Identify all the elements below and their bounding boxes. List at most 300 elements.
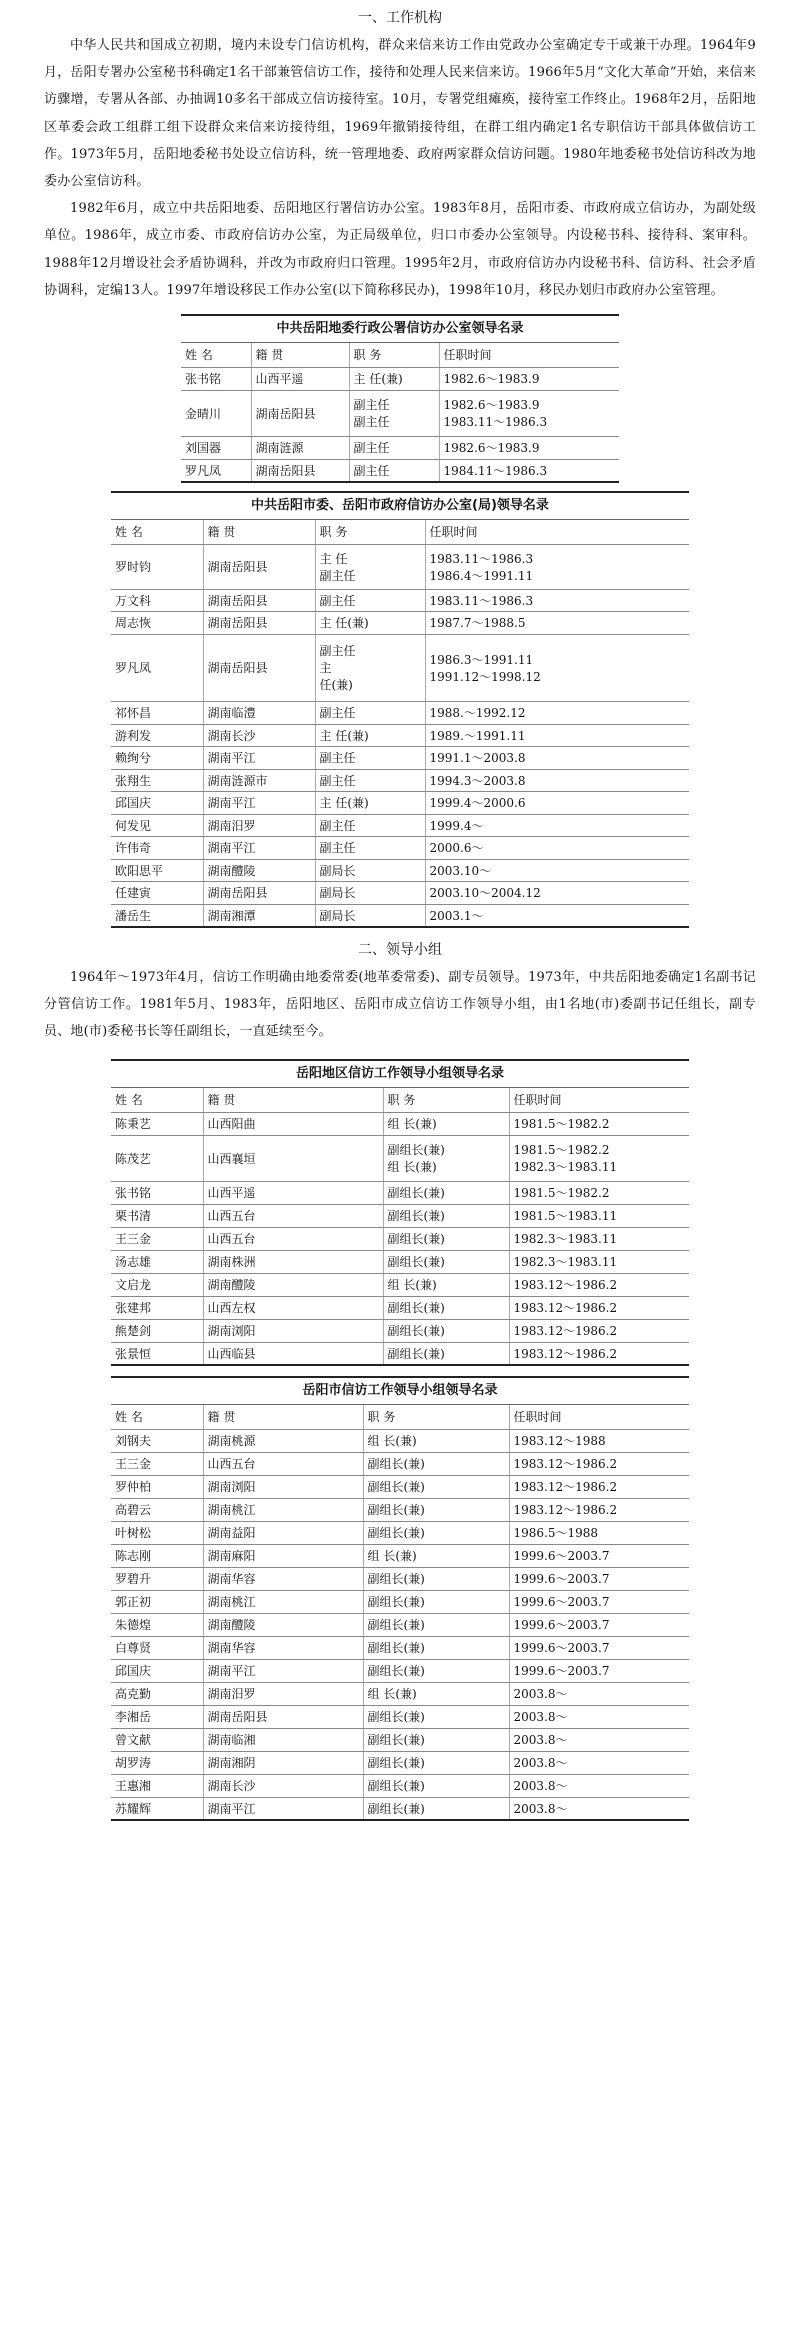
duty-line: 副组长(兼)	[367, 1801, 425, 1816]
duty-line: 副主任	[319, 841, 356, 856]
cell-origin: 湖南汨罗	[203, 814, 315, 837]
term-line: 2003.8～	[513, 1687, 568, 1702]
cell-duty	[315, 792, 425, 815]
term-line: 2003.10～	[429, 863, 492, 878]
column-header: 姓 名	[181, 343, 251, 367]
cell-term	[509, 1659, 689, 1682]
duty-line: 主 任	[319, 551, 348, 566]
cell-term	[509, 1112, 689, 1135]
duty-line: 副局长	[319, 863, 356, 878]
cell-name: 李湘岳	[111, 1705, 203, 1728]
table-caption: 中共岳阳地委行政公署信访办公室领导名录	[181, 314, 619, 343]
duty-line: 副组长(兼)	[367, 1503, 425, 1518]
term-line: 2003.8～	[513, 1733, 568, 1748]
cell-term	[425, 904, 689, 927]
duty-line: 副组长(兼)	[387, 1186, 445, 1201]
cell-origin: 湖南醴陵	[203, 859, 315, 882]
cell-origin: 湖南平江	[203, 792, 315, 815]
cell-name: 罗仲柏	[111, 1475, 203, 1498]
term-line: 1988.～1992.12	[429, 706, 526, 721]
duty-line: 副主任	[353, 441, 390, 456]
duty-line: 副组长(兼)	[367, 1710, 425, 1725]
table-row	[111, 1181, 689, 1204]
cell-name: 熊楚剑	[111, 1319, 203, 1342]
column-header: 任职时间	[509, 1405, 689, 1429]
term-line: 1999.6～2003.7	[513, 1664, 610, 1679]
column-header: 籍 贯	[203, 1405, 363, 1429]
term-line: 1981.5～1982.2	[513, 1143, 610, 1158]
cell-name: 张建邦	[111, 1296, 203, 1319]
table-row	[111, 1227, 689, 1250]
duty-line: 主 任(兼)	[319, 796, 369, 811]
table-row	[111, 544, 689, 589]
cell-origin: 湖南平江	[203, 837, 315, 860]
cell-duty	[315, 904, 425, 927]
cell-origin: 湖南长沙	[203, 724, 315, 747]
cell-term	[425, 814, 689, 837]
cell-duty	[363, 1682, 509, 1705]
term-line: 2003.1～	[429, 908, 484, 923]
cell-origin: 山西临县	[203, 1342, 383, 1365]
paragraph: 1964年～1973年4月，信访工作明确由地委常委(地革委常委)、副专员领导。1973年，中共岳阳地委确定1名副书记分管信访工作。1981年5月、1983年，岳阳地区、岳阳市成立信访工作领导小组，由1名地(市)委副书记任组长，副专员、地(市)委秘书长等任副组长，一直延续至今。	[44, 969, 756, 1039]
cell-term	[439, 436, 619, 459]
cell-term	[509, 1567, 689, 1590]
duty-line: 副组长(兼)	[387, 1324, 445, 1339]
leader-table	[111, 1405, 689, 1821]
cell-duty	[349, 367, 439, 390]
term-line: 1999.6～2003.7	[513, 1618, 610, 1633]
table-row	[111, 1682, 689, 1705]
term-line: 1983.12～1986.2	[513, 1324, 618, 1339]
cell-origin: 湖南桃江	[203, 1590, 363, 1613]
cell-name: 张书铭	[181, 367, 251, 390]
duty-line: 副局长	[319, 886, 356, 901]
duty-line: 副组长(兼)	[367, 1779, 425, 1794]
term-line: 1983.11～1986.3	[443, 415, 548, 430]
cell-name: 叶树松	[111, 1521, 203, 1544]
duty-line: 副组长(兼)	[367, 1618, 425, 1633]
cell-origin: 湖南浏阳	[203, 1475, 363, 1498]
table-row	[111, 882, 689, 905]
cell-origin: 湖南岳阳县	[203, 882, 315, 905]
cell-name: 游利发	[111, 724, 203, 747]
table-caption: 岳阳市信访工作领导小组领导名录	[111, 1376, 689, 1405]
cell-term	[509, 1273, 689, 1296]
term-line: 1983.12～1986.2	[513, 1457, 618, 1472]
table-row	[111, 814, 689, 837]
cell-origin: 湖南汨罗	[203, 1682, 363, 1705]
cell-duty	[315, 544, 425, 589]
cell-name: 金晴川	[181, 390, 251, 436]
column-header: 职 务	[383, 1088, 509, 1112]
table-body	[181, 367, 619, 482]
term-line: 1994.3～2003.8	[429, 773, 526, 788]
table-row	[111, 1728, 689, 1751]
cell-name: 邱国庆	[111, 1659, 203, 1682]
leader-table	[181, 343, 619, 483]
duty-line: 副组长(兼)	[367, 1595, 425, 1610]
cell-name: 郭正初	[111, 1590, 203, 1613]
cell-name: 陈志刚	[111, 1544, 203, 1567]
table-row	[111, 1204, 689, 1227]
cell-term	[509, 1613, 689, 1636]
term-line: 1983.12～1986.2	[513, 1346, 618, 1361]
cell-name: 苏耀辉	[111, 1797, 203, 1820]
section-leading-group	[0, 940, 800, 1046]
table-prefecture-office-leaders	[181, 314, 619, 483]
column-header: 姓 名	[111, 1088, 203, 1112]
cell-name: 张翔生	[111, 769, 203, 792]
column-header: 职 务	[363, 1405, 509, 1429]
cell-name: 张书铭	[111, 1181, 203, 1204]
term-line: 1983.12～1988	[513, 1434, 606, 1449]
term-line: 1982.6～1983.9	[443, 372, 540, 387]
term-line: 2003.8～	[513, 1756, 568, 1771]
cell-origin: 湖南华容	[203, 1567, 363, 1590]
cell-origin: 山西襄垣	[203, 1135, 383, 1181]
duty-line: 副主任	[319, 751, 356, 766]
cell-name: 何发见	[111, 814, 203, 837]
cell-term	[509, 1774, 689, 1797]
cell-term	[509, 1682, 689, 1705]
table-row	[111, 589, 689, 612]
duty-line: 任(兼)	[319, 678, 353, 693]
duty-line: 副组长(兼)	[367, 1664, 425, 1679]
cell-duty	[315, 814, 425, 837]
cell-term	[425, 747, 689, 770]
term-line: 1982.6～1983.9	[443, 398, 540, 413]
cell-term	[425, 882, 689, 905]
cell-name: 文启龙	[111, 1273, 203, 1296]
table-prefecture-group-leaders	[111, 1059, 689, 1366]
cell-term	[425, 589, 689, 612]
cell-duty	[315, 724, 425, 747]
cell-term	[509, 1250, 689, 1273]
term-line: 1986.3～1991.11	[429, 652, 534, 667]
table-row	[111, 1498, 689, 1521]
cell-name: 罗凡凤	[181, 459, 251, 482]
cell-origin: 湖南湘潭	[203, 904, 315, 927]
cell-term	[509, 1705, 689, 1728]
table-row	[111, 1774, 689, 1797]
cell-origin: 湖南平江	[203, 1659, 363, 1682]
cell-duty	[363, 1498, 509, 1521]
cell-term	[439, 390, 619, 436]
term-line: 1982.3～1983.11	[513, 1160, 618, 1175]
cell-name: 欧阳思平	[111, 859, 203, 882]
table-row	[111, 1613, 689, 1636]
cell-origin: 湖南岳阳县	[203, 589, 315, 612]
duty-line: 副组长(兼)	[367, 1572, 425, 1587]
table-caption: 岳阳地区信访工作领导小组领导名录	[111, 1059, 689, 1088]
column-header: 任职时间	[425, 520, 689, 544]
cell-name: 罗碧升	[111, 1567, 203, 1590]
cell-origin: 湖南临湘	[203, 1728, 363, 1751]
cell-name: 高碧云	[111, 1498, 203, 1521]
duty-line: 副主任	[319, 773, 356, 788]
table-row	[111, 1659, 689, 1682]
term-line: 1986.4～1991.11	[429, 568, 534, 583]
duty-line: 主	[319, 661, 332, 676]
cell-origin: 山西五台	[203, 1227, 383, 1250]
cell-name: 胡罗涛	[111, 1751, 203, 1774]
cell-duty	[349, 436, 439, 459]
table-row	[181, 436, 619, 459]
cell-duty	[349, 390, 439, 436]
cell-duty	[363, 1797, 509, 1820]
cell-origin: 湖南长沙	[203, 1774, 363, 1797]
section-title: 二、领导小组	[358, 941, 442, 958]
cell-duty	[383, 1181, 509, 1204]
cell-term	[509, 1204, 689, 1227]
cell-origin: 湖南岳阳县	[203, 634, 315, 702]
cell-duty	[315, 859, 425, 882]
duty-line: 副主任	[319, 644, 356, 659]
cell-name: 许伟奇	[111, 837, 203, 860]
cell-origin: 山西平遥	[251, 367, 349, 390]
cell-name: 高克勤	[111, 1682, 203, 1705]
table-row	[111, 792, 689, 815]
term-line: 1981.5～1983.11	[513, 1209, 618, 1224]
table-row	[111, 1590, 689, 1613]
duty-line: 副组长(兼)	[367, 1526, 425, 1541]
table-row	[111, 1429, 689, 1452]
cell-term	[509, 1521, 689, 1544]
cell-name: 王三金	[111, 1452, 203, 1475]
table-row	[181, 459, 619, 482]
term-line: 1983.12～1986.2	[513, 1278, 618, 1293]
cell-name: 任建寅	[111, 882, 203, 905]
cell-term	[425, 724, 689, 747]
duty-line: 副主任	[319, 706, 356, 721]
cell-origin: 湖南岳阳县	[251, 390, 349, 436]
cell-term	[425, 769, 689, 792]
cell-name: 万文科	[111, 589, 203, 612]
table-row	[111, 1296, 689, 1319]
cell-name: 白尊贤	[111, 1636, 203, 1659]
table-city-group-leaders	[111, 1376, 689, 1821]
column-header: 任职时间	[439, 343, 619, 367]
cell-term	[509, 1296, 689, 1319]
cell-origin: 山西阳曲	[203, 1112, 383, 1135]
cell-duty	[363, 1774, 509, 1797]
cell-term	[509, 1319, 689, 1342]
cell-duty	[383, 1319, 509, 1342]
term-line: 1984.11～1986.3	[443, 463, 548, 478]
cell-term	[509, 1135, 689, 1181]
cell-name: 栗书清	[111, 1204, 203, 1227]
table-row	[111, 747, 689, 770]
table-row	[111, 1112, 689, 1135]
column-header: 职 务	[349, 343, 439, 367]
cell-duty	[315, 769, 425, 792]
term-line: 1982.6～1983.9	[443, 441, 540, 456]
column-header: 籍 贯	[251, 343, 349, 367]
term-line: 1991.12～1998.12	[429, 669, 541, 684]
table-row	[111, 1567, 689, 1590]
cell-term	[425, 859, 689, 882]
table-body	[111, 544, 689, 927]
cell-term	[509, 1728, 689, 1751]
table-row	[111, 1273, 689, 1296]
table-row	[111, 859, 689, 882]
cell-origin: 湖南岳阳县	[203, 1705, 363, 1728]
term-line: 2003.8～	[513, 1801, 568, 1816]
duty-line: 主 任(兼)	[353, 372, 403, 387]
cell-duty	[363, 1567, 509, 1590]
table-row	[111, 1797, 689, 1820]
term-line: 1999.6～2003.7	[513, 1572, 610, 1587]
table-row	[111, 724, 689, 747]
duty-line: 组 长(兼)	[387, 1160, 437, 1175]
cell-origin: 湖南岳阳县	[203, 612, 315, 635]
term-line: 1991.1～2003.8	[429, 751, 526, 766]
duty-line: 副组长(兼)	[387, 1255, 445, 1270]
cell-duty	[315, 837, 425, 860]
term-line: 1981.5～1982.2	[513, 1117, 610, 1132]
cell-duty	[383, 1204, 509, 1227]
cell-duty	[363, 1590, 509, 1613]
term-line: 1999.4～2000.6	[429, 796, 526, 811]
term-line: 1999.6～2003.7	[513, 1641, 610, 1656]
cell-name: 张景恒	[111, 1342, 203, 1365]
duty-line: 组 长(兼)	[367, 1434, 417, 1449]
duty-line: 副组长(兼)	[367, 1733, 425, 1748]
term-line: 1983.12～1986.2	[513, 1301, 618, 1316]
cell-term	[509, 1181, 689, 1204]
cell-origin: 湖南益阳	[203, 1521, 363, 1544]
table-caption: 中共岳阳市委、岳阳市政府信访办公室(局)领导名录	[111, 491, 689, 520]
cell-origin: 湖南湘阴	[203, 1751, 363, 1774]
table-row	[111, 1135, 689, 1181]
cell-origin: 湖南桃源	[203, 1429, 363, 1452]
section-title: 一、工作机构	[358, 10, 442, 26]
table-body	[111, 1112, 689, 1365]
cell-term	[439, 459, 619, 482]
duty-line: 副主任	[353, 398, 390, 413]
cell-term	[509, 1227, 689, 1250]
duty-line: 组 长(兼)	[367, 1687, 417, 1702]
cell-duty	[363, 1751, 509, 1774]
duty-line: 副组长(兼)	[387, 1143, 445, 1158]
cell-duty	[363, 1659, 509, 1682]
cell-name: 刘钢夫	[111, 1429, 203, 1452]
cell-duty	[363, 1429, 509, 1452]
table-row	[181, 390, 619, 436]
leader-table	[111, 1088, 689, 1366]
leader-table	[111, 520, 689, 928]
column-header: 任职时间	[509, 1088, 689, 1112]
cell-duty	[363, 1705, 509, 1728]
cell-name: 曾文献	[111, 1728, 203, 1751]
duty-line: 副主任	[319, 568, 356, 583]
cell-origin: 山西平遥	[203, 1181, 383, 1204]
table-row	[111, 1319, 689, 1342]
cell-term	[425, 612, 689, 635]
duty-line: 主 任(兼)	[319, 728, 369, 743]
cell-name: 周志恢	[111, 612, 203, 635]
cell-term	[509, 1751, 689, 1774]
term-line: 2003.8～	[513, 1779, 568, 1794]
cell-duty	[315, 612, 425, 635]
cell-origin: 湖南华容	[203, 1636, 363, 1659]
table-row	[111, 702, 689, 725]
duty-line: 副主任	[319, 593, 356, 608]
cell-term	[509, 1342, 689, 1365]
cell-duty	[315, 747, 425, 770]
cell-name: 祁怀昌	[111, 702, 203, 725]
column-header: 姓 名	[111, 1405, 203, 1429]
term-line: 1983.11～1986.3	[429, 593, 534, 608]
table-row	[111, 1452, 689, 1475]
term-line: 1999.6～2003.7	[513, 1549, 610, 1564]
cell-duty	[383, 1112, 509, 1135]
duty-line: 副组长(兼)	[387, 1209, 445, 1224]
cell-duty	[363, 1613, 509, 1636]
term-line: 1989.～1991.11	[429, 728, 526, 743]
cell-origin: 山西五台	[203, 1452, 363, 1475]
cell-duty	[363, 1544, 509, 1567]
term-line: 1981.5～1982.2	[513, 1186, 610, 1201]
column-header: 籍 贯	[203, 1088, 383, 1112]
cell-term	[509, 1429, 689, 1452]
cell-name: 刘国器	[181, 436, 251, 459]
paragraph: 1982年6月，成立中共岳阳地委、岳阳地区行署信访办公室。1983年8月，岳阳市委、市政府成立信访办，为副处级单位。1986年，成立市委、市政府信访办公室，为正局级单位，归口市委办公室领导。内设秘书科、接待科、案审科。1988年12月增设社会矛盾协调科，并改为市政府归口管理。1995年2月，市政府信访办内设秘书科、信访科、社会矛盾协调科，定编13人。1997年增设移民工作办公室(以下简称移民办)，1998年10月，移民办划归市政府办公室管理。	[44, 201, 756, 298]
duty-line: 副组长(兼)	[367, 1641, 425, 1656]
column-header: 职 务	[315, 520, 425, 544]
table-row	[111, 1544, 689, 1567]
cell-duty	[383, 1342, 509, 1365]
cell-origin: 湖南醴陵	[203, 1613, 363, 1636]
cell-duty	[363, 1521, 509, 1544]
cell-name: 汤志雄	[111, 1250, 203, 1273]
duty-line: 组 长(兼)	[387, 1117, 437, 1132]
table-row	[111, 1250, 689, 1273]
column-header: 姓 名	[111, 520, 203, 544]
term-line: 1983.12～1986.2	[513, 1480, 618, 1495]
duty-line: 副局长	[319, 908, 356, 923]
duty-line: 主 任(兼)	[319, 616, 369, 631]
duty-line: 副组长(兼)	[367, 1756, 425, 1771]
cell-name: 罗凡凤	[111, 634, 203, 702]
cell-duty	[315, 589, 425, 612]
table-row	[111, 634, 689, 702]
cell-term	[509, 1544, 689, 1567]
duty-line: 副主任	[319, 818, 356, 833]
cell-duty	[315, 882, 425, 905]
table-row	[111, 612, 689, 635]
cell-duty	[363, 1728, 509, 1751]
cell-duty	[363, 1452, 509, 1475]
term-line: 2003.10～2004.12	[429, 886, 541, 901]
cell-name: 潘岳生	[111, 904, 203, 927]
cell-name: 赖绚兮	[111, 747, 203, 770]
cell-name: 陈茂艺	[111, 1135, 203, 1181]
duty-line: 副主任	[353, 415, 390, 430]
term-line: 2003.8～	[513, 1710, 568, 1725]
duty-line: 副组长(兼)	[387, 1301, 445, 1316]
table-row	[111, 1521, 689, 1544]
cell-duty	[363, 1475, 509, 1498]
cell-name: 陈秉艺	[111, 1112, 203, 1135]
table-body	[111, 1429, 689, 1820]
cell-term	[425, 837, 689, 860]
cell-duty	[383, 1296, 509, 1319]
cell-duty	[363, 1636, 509, 1659]
cell-term	[425, 792, 689, 815]
table-row	[111, 904, 689, 927]
cell-duty	[383, 1135, 509, 1181]
